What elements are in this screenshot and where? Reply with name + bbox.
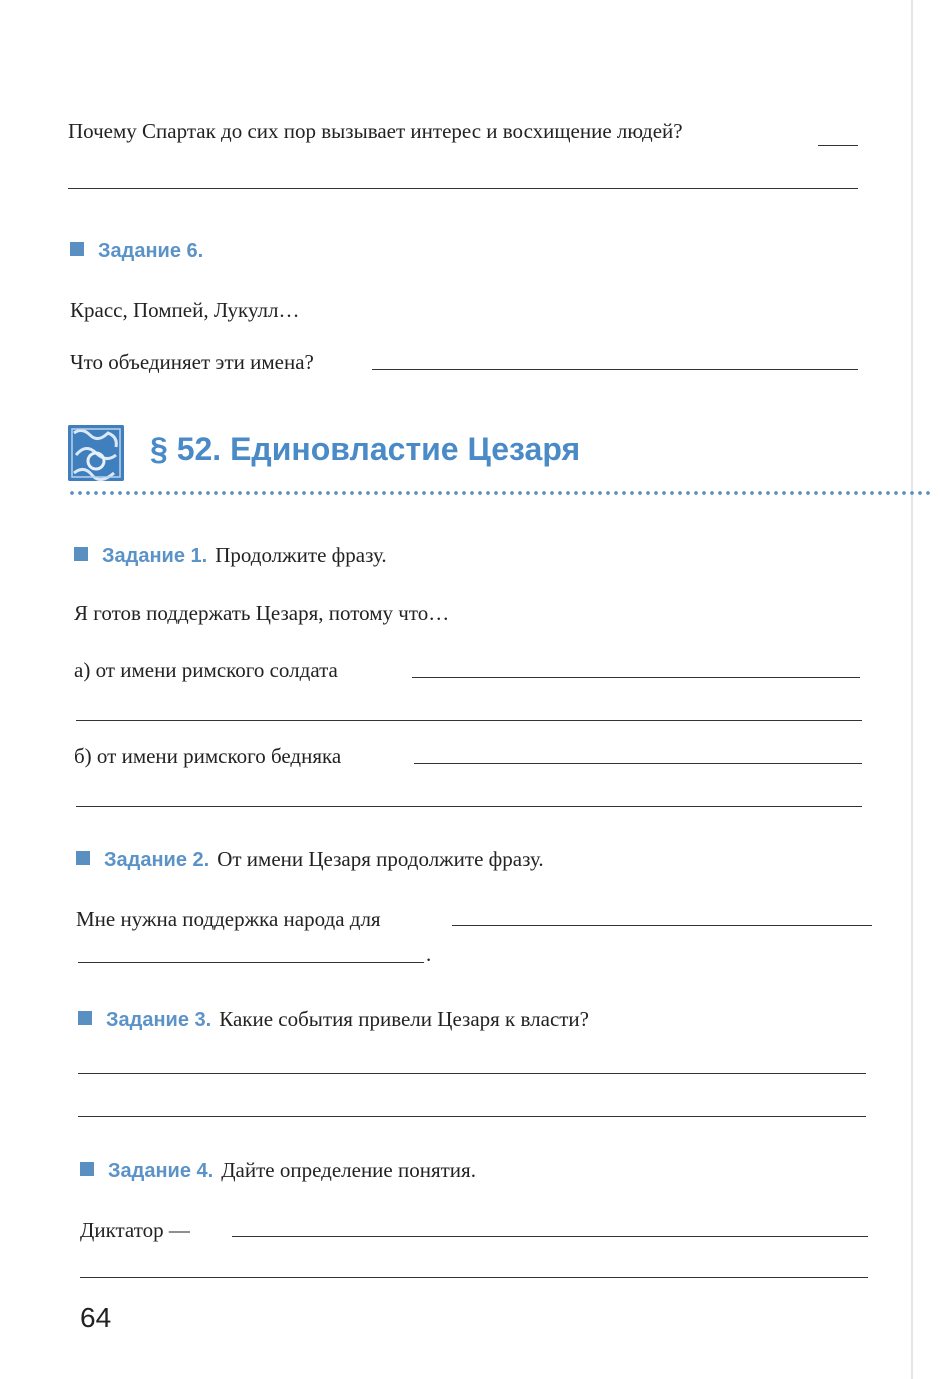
square-bullet-icon [78,1011,92,1025]
task-1-heading [74,545,387,566]
answer-line[interactable] [818,145,858,146]
answer-line[interactable] [414,763,862,764]
task-text: Продолжите фразу. [215,543,387,567]
names-question: Что объединяет эти имена? [70,350,314,374]
term-dictator: Диктатор — [80,1218,190,1242]
answer-line[interactable] [78,1116,866,1117]
answer-line[interactable] [78,962,424,963]
task-2-prompt: Мне нужна поддержка народа для [76,907,381,931]
answer-line[interactable] [412,677,860,678]
answer-line[interactable] [76,720,862,721]
square-bullet-icon [74,547,88,561]
ornament-emblem-icon [68,425,124,481]
spartacus-question: Почему Спартак до сих пор вызывает интерес и восхищение людей? [68,119,683,143]
task-label: Задание 1. [102,545,208,567]
task-text: Дайте определение понятия. [221,1158,476,1182]
answer-line[interactable] [76,806,862,807]
task-4-heading [80,1160,476,1181]
answer-line[interactable] [372,369,858,370]
answer-line[interactable] [232,1236,868,1237]
task-label: Задание 6. [98,240,204,262]
square-bullet-icon [76,851,90,865]
page-edge [911,0,913,1379]
dotted-divider [68,490,930,496]
item-b-label: б) от имени римского бедняка [74,744,342,768]
item-a-label: а) от имени римского солдата [74,658,338,682]
answer-line[interactable] [68,188,858,189]
task-label: Задание 4. [108,1160,214,1182]
answer-line[interactable] [452,925,872,926]
answer-line[interactable] [80,1277,868,1278]
task-label: Задание 3. [106,1009,212,1031]
task-2-heading [76,849,544,870]
task-text: Какие события привели Цезаря к власти? [219,1007,589,1031]
task-6-heading [70,240,211,261]
task-text: От имени Цезаря продолжите фразу. [217,847,544,871]
task-3-heading [78,1009,589,1030]
square-bullet-icon [70,242,84,256]
names-list: Красс, Помпей, Лукулл… [70,298,300,322]
task-1-prompt: Я готов поддержать Цезаря, потому что… [74,601,450,625]
end-period: . [426,942,432,966]
square-bullet-icon [80,1162,94,1176]
page-number: 64 [80,1302,112,1333]
section-title: § 52. Единовластие Цезаря [150,431,581,467]
task-label: Задание 2. [104,849,210,871]
answer-line[interactable] [78,1073,866,1074]
